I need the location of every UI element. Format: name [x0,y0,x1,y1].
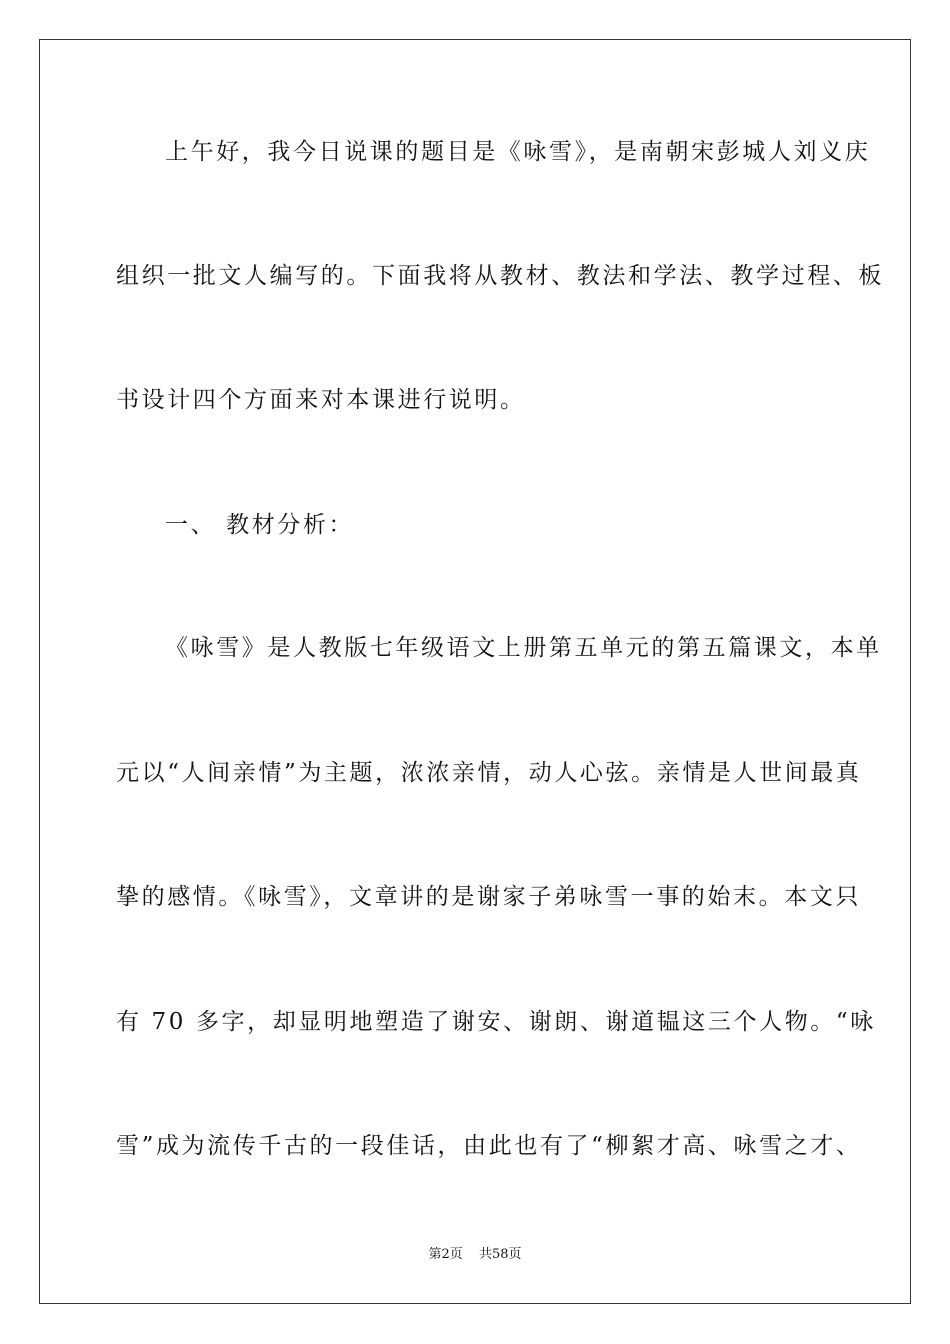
text-line: 挚的感情。《咏雪》，文章讲的是谢家子弟咏雪一事的始末。本文只 [116,884,861,910]
text-line: 上午好，我今日说课的题目是《咏雪》，是南朝宋彭城人刘义庆 [165,139,871,165]
page-number: 第2页 [428,1247,463,1262]
text-line: 雪”成为流传千古的一段佳话，由此也有了“柳絮才高、咏雪之才、 [116,1133,862,1159]
page-footer [0,1246,950,1264]
text-line: 《咏雪》是人教版七年级语文上册第五单元的第五篇课文，本单 [165,635,882,661]
text-line: 书设计四个方面来对本课进行说明。 [116,387,526,413]
text-line: 有 70 多字，却显明地塑造了谢安、谢朗、谢道韫这三个人物。“咏 [116,1009,876,1035]
text-line: 组织一批文人编写的。下面我将从教材、教法和学法、教学过程、板 [116,263,884,289]
text-line: 元以“人间亲情”为主题，浓浓亲情，动人心弦。亲情是人世间最真 [116,760,862,786]
section-heading: 一、 教材分析： [165,512,355,538]
total-pages: 共58页 [478,1247,522,1262]
page-border [39,39,911,1304]
